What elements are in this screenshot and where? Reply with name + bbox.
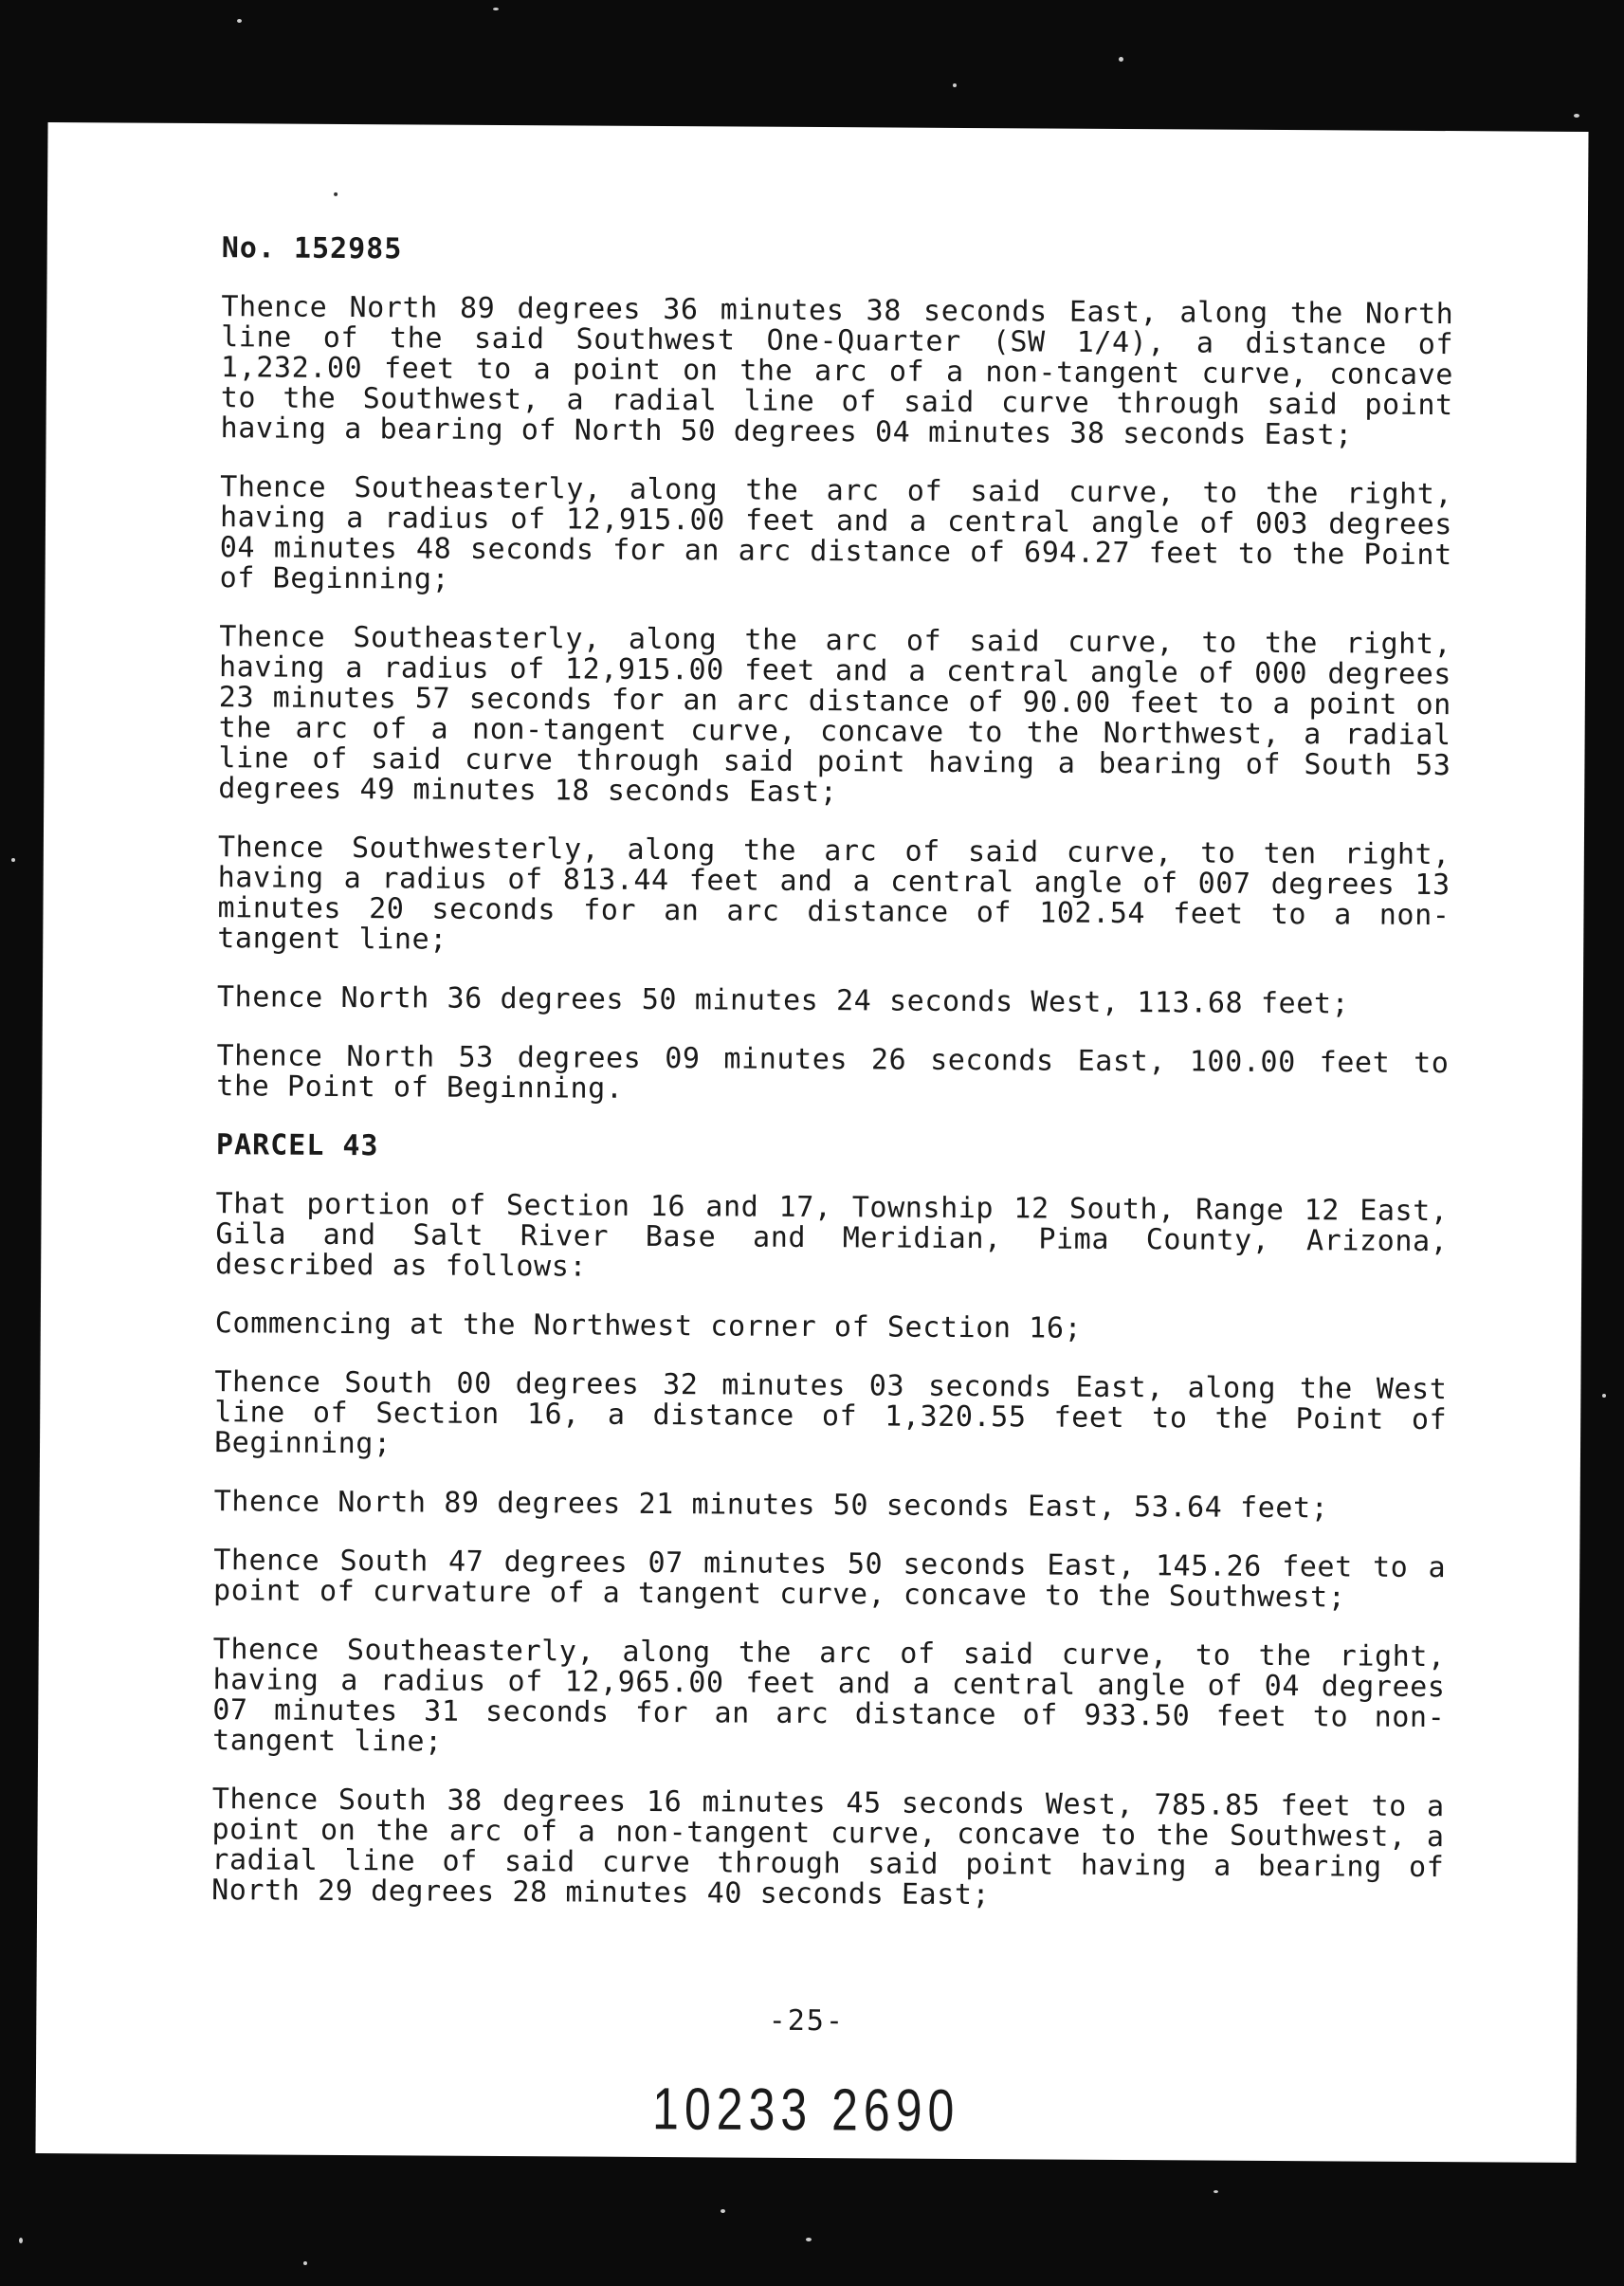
recording-stamp-number: 10233 2690 (651, 2075, 960, 2144)
noise-speck (303, 2261, 307, 2265)
noise-speck (953, 83, 957, 87)
legal-paragraph: Thence Southwesterly, along the arc of said curve, to ten right, having a radius of 813.44 feet and a central angle of 007 degrees 13 minutes 20 seconds for an arc distance of 102.54 feet to a non-tangent line; (217, 831, 1451, 957)
legal-paragraph: That portion of Section 16 and 17, Township 12 South, Range 12 East, Gila and Salt River Base and Meridian, Pima County, Arizona, described as follows: (215, 1187, 1449, 1284)
noise-speck (493, 8, 499, 10)
legal-paragraph: Thence South 38 degrees 16 minutes 45 seconds West, 785.85 feet to a point on the arc of a non-tangent curve, concave to the Southwest, a radial line of said curve through said point having a bearing of North 29 degrees 28 minutes 40 seconds East; (211, 1783, 1445, 1912)
legal-paragraph: Thence South 47 degrees 07 minutes 50 seconds East, 145.26 feet to a point of curvature of a tangent curve, concave to the Southwest; (212, 1544, 1447, 1615)
legal-paragraph: Thence North 36 degrees 50 minutes 24 seconds West, 113.68 feet; (216, 980, 1350, 1021)
legal-paragraph: Thence North 89 degrees 21 minutes 50 seconds East, 53.64 feet; (213, 1485, 1329, 1526)
legal-paragraph: Thence Southeasterly, along the arc of said curve, to the right, having a radius of 12,915.00 feet and a central angle of 000 degrees 23 minutes 57 seconds for an arc distance of 90.00 feet to a point on the arc of a non-tangent curve, concave to the Northwest, a radial line of said curve through said point having a bearing of South 53 degrees 49 minutes 18 seconds East; (218, 620, 1452, 810)
scan-dot (334, 192, 338, 196)
noise-speck (11, 858, 15, 862)
noise-speck (237, 19, 242, 23)
parcel-heading: PARCEL 43 (215, 1128, 379, 1163)
legal-paragraph: Thence North 89 degrees 36 minutes 38 seconds East, along the North line of the said Southwest One-Quarter (SW 1/4), a distance of 1,232.00 feet to a point on the arc of a non-tangent curve, concave to the Southwest, a radial line of said curve through said point having a bearing of North 50 degrees 04 minutes 38 seconds East; (220, 290, 1454, 452)
legal-paragraph: Thence Southeasterly, along the arc of said curve, to the right, having a radius of 12,915.00 feet and a central angle of 003 degrees 04 minutes 48 seconds for an arc distance of 694.27 feet to the Point of Beginning; (219, 470, 1453, 596)
legal-paragraph: Commencing at the Northwest corner of Section 16; (214, 1307, 1083, 1345)
description-part-1 (216, 292, 1453, 1109)
noise-speck (19, 2238, 23, 2243)
document-page (35, 122, 1588, 2163)
noise-speck (806, 2238, 812, 2241)
page-number: -25- (768, 2003, 846, 2039)
description-part-2 (211, 1189, 1449, 1913)
noise-speck (721, 2209, 725, 2213)
legal-paragraph: Thence North 53 degrees 09 minutes 26 seconds East, 100.00 feet to the Point of Beginning. (216, 1039, 1450, 1106)
document-number: No. 152985 (221, 231, 403, 266)
legal-paragraph: Thence Southeasterly, along the arc of said curve, to the right, having a radius of 12,965.00 feet and a central angle of 04 degrees 07 minutes 31 seconds for an arc distance of 933.50 feet to non-tangent line; (212, 1633, 1446, 1759)
noise-speck (1119, 57, 1123, 62)
legal-paragraph: Thence South 00 degrees 32 minutes 03 seconds East, along the West line of Section 16, a distance of 1,320.55 feet to the Point of Beginning; (213, 1365, 1448, 1461)
noise-speck (1213, 2190, 1218, 2193)
document-body (211, 233, 1454, 1942)
noise-speck (1574, 114, 1579, 118)
noise-speck (1602, 1394, 1606, 1398)
